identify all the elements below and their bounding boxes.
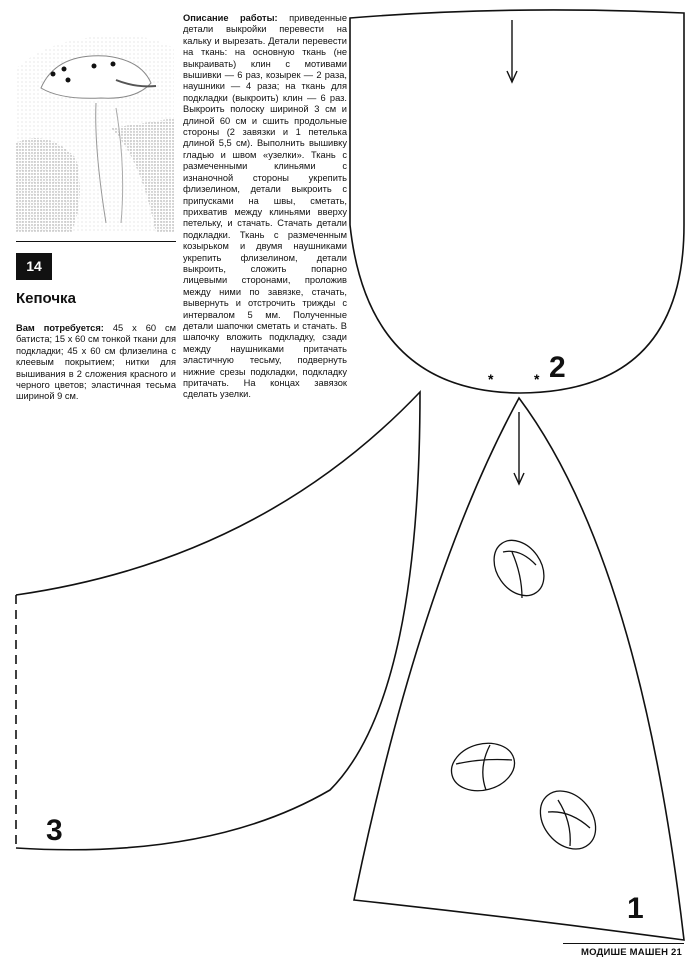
grain-arrow-piece-2: [507, 20, 517, 82]
pattern-piece-2-outline: [350, 10, 684, 393]
pattern-piece-3-outline: [16, 392, 420, 850]
pattern-piece-3-number: 3: [46, 814, 63, 847]
pattern-piece-2-number: 2: [549, 351, 566, 384]
embroidery-motif-ladybug: [529, 780, 607, 860]
embroidery-motif-ladybug: [446, 737, 520, 798]
notch-marker-icon: *: [488, 371, 494, 387]
page-footer: МОДИШЕ МАШЕН 21: [580, 947, 682, 958]
footer-rule: [563, 943, 684, 944]
materials-label: Вам потребуется:: [16, 323, 104, 333]
pattern-piece-1-number: 1: [627, 892, 644, 925]
page-title: Кепочка: [16, 290, 76, 307]
materials-text: 45 х 60 см батиста; 15 х 60 см тонкой ткани для подкладки; 45 х 60 см флизелина с клеевым покрытием; нитки для вышивания в 2 сложения красного и черного цветов; эластичная тесьма шириной 9 см.: [16, 323, 177, 402]
instructions-text: приведенные детали выкройки перевести на кальку и вырезать. Детали перевести на ткань: на основную ткань (не выкраивать) клин с мотивами вышивки — 6 раз, козырек — 2 раза, наушники — 4 раза; на ткань для подкладки (выкроить) клин — 6 раз. Выкроить полоску шириной 3 см и длиной 60 см и сшить продольные стороны (2 завязки и 1 петелька длиной 5,5 см). Выполнить вышивку гладью и швом «узелки». Ткань с размеченными клиньями с изнаночной стороны укрепить флизелином, детали выкроить с припусками на швы, сметать, прихватив между клиньями вверху петельку, и стачать. Стачать детали подкладки. Ткань с размеченным козырьком и двумя наушниками укрепить флизелином, детали выкроить, сложить попарно лицевыми сторонами, проложив между ними по завязке, стачать, вывернуть и отстрочить трижды с интервалом 5 мм. Полученные детали шапочки сметать и стачать. В шапочку вложить подкладку, сзади между наушниками притачать эластичную тесьму, подвернуть нижние срезы подкладки, подкладку притачать. На концах завязок сделать узелки.: [183, 13, 348, 400]
grain-arrow-piece-1: [514, 412, 524, 484]
instructions-label: Описание работы:: [183, 13, 278, 23]
section-number-badge: 14: [16, 253, 52, 280]
notch-marker-icon: *: [534, 371, 540, 387]
embroidery-motif-ladybug: [484, 531, 554, 605]
